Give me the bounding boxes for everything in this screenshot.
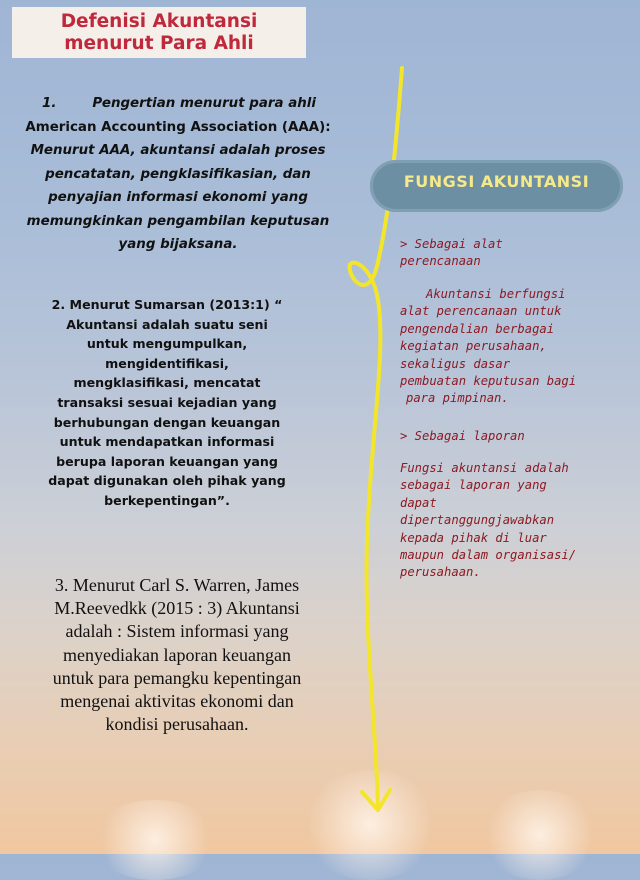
fungsi-perencanaan-line: kegiatan perusahaan, <box>400 339 547 354</box>
definition-warren-line: menyediakan laporan keuangan <box>63 644 291 665</box>
definition-warren-line: mengenai aktivitas ekonomi dan <box>60 691 294 712</box>
fungsi-laporan-body <box>400 460 628 582</box>
definition-sumarsan-line: transaksi sesuai kejadian yang <box>57 394 277 410</box>
page-title <box>12 7 306 58</box>
fungsi-laporan-line: maupun dalam organisasi/ <box>400 548 577 563</box>
definition-warren-line: adalah : Sistem informasi yang <box>65 621 289 642</box>
fungsi-laporan-line: dapat <box>400 495 437 510</box>
definition-sumarsan-line: mengklasifikasi, mencatat <box>73 375 261 391</box>
definition-sumarsan-line: 2. Menurut Sumarsan (2013:1) “ <box>51 297 283 312</box>
definition-sumarsan <box>26 295 308 511</box>
definition-sumarsan-line: berupa laporan keuangan yang <box>56 453 278 469</box>
fungsi-akuntansi-label: FUNGSI AKUNTANSI <box>403 172 590 191</box>
definition-warren-line: M.Reevedkk (2015 : 3) Akuntansi <box>54 598 300 619</box>
fungsi-laporan-line: kepada pihak di luar <box>400 530 547 545</box>
fungsi-laporan-line: Fungsi akuntansi adalah <box>400 461 569 475</box>
definition-aaa-heading <box>18 92 338 116</box>
definition-sumarsan-line: untuk mendapatkan informasi <box>59 434 275 450</box>
fungsi-perencanaan-heading <box>400 236 628 271</box>
definition-aaa-line: memungkinkan pengambilan keputusan <box>26 213 330 229</box>
fungsi-laporan-line: sebagai laporan yang <box>400 478 547 493</box>
definition-warren-line: untuk para pemangku kepentingan <box>52 667 302 688</box>
definition-warren-line: 3. Menurut Carl S. Warren, James <box>54 575 300 595</box>
fungsi-perencanaan-heading-line: perencanaan <box>400 254 481 269</box>
definition-aaa-line: yang bijaksana. <box>118 237 238 252</box>
fungsi-perencanaan-line: pengendalian berbagai <box>400 321 555 336</box>
definition-aaa-line: penyajian informasi ekonomi yang <box>48 190 308 205</box>
cloud-decoration <box>90 800 220 880</box>
fungsi-laporan-line: dipertanggungjawabkan <box>400 513 555 528</box>
cloud-decoration <box>300 770 440 880</box>
definition-aaa-number: 1. <box>42 96 57 111</box>
definition-aaa-org: American Accounting Association (AAA): <box>25 119 331 135</box>
title-line-1: Defenisi Akuntansi <box>60 11 258 32</box>
definition-sumarsan-line: untuk mengumpulkan, <box>86 336 248 352</box>
definition-sumarsan-line: mengidentifikasi, <box>105 355 229 371</box>
fungsi-akuntansi-badge <box>370 160 623 212</box>
definition-aaa-line: pencatatan, pengklasifikasian, dan <box>45 166 311 182</box>
definition-sumarsan-line: berhubungan dengan keuangan <box>53 414 281 430</box>
fungsi-perencanaan-line: alat perencanaan untuk <box>400 304 562 319</box>
fungsi-perencanaan-line: para pimpinan. <box>406 391 509 406</box>
fungsi-perencanaan-heading-line: > Sebagai alat <box>400 237 503 251</box>
definition-sumarsan-line: berkepentingan”. <box>104 492 230 508</box>
fungsi-laporan-line: perusahaan. <box>400 565 481 580</box>
definition-aaa-line: Menurut AAA, akuntansi adalah proses <box>30 143 326 158</box>
definition-sumarsan-line: dapat digunakan oleh pihak yang <box>48 473 286 489</box>
fungsi-perencanaan-body <box>400 286 628 408</box>
fungsi-perencanaan-line: sekaligus dasar <box>400 356 511 371</box>
definition-warren <box>18 574 336 736</box>
title-line-2: menurut Para Ahli <box>64 33 254 54</box>
cloud-decoration <box>480 790 600 880</box>
definition-aaa <box>18 92 338 257</box>
fungsi-laporan-heading: > Sebagai laporan <box>400 429 525 443</box>
definition-aaa-heading-text: Pengertian menurut para ahli <box>92 96 316 111</box>
definition-warren-line: kondisi perusahaan. <box>105 714 249 735</box>
fungsi-perencanaan-line: pembuatan keputusan bagi <box>400 374 577 389</box>
definition-sumarsan-line: Akuntansi adalah suatu seni <box>66 316 268 332</box>
fungsi-perencanaan-line: Akuntansi berfungsi <box>426 287 566 301</box>
